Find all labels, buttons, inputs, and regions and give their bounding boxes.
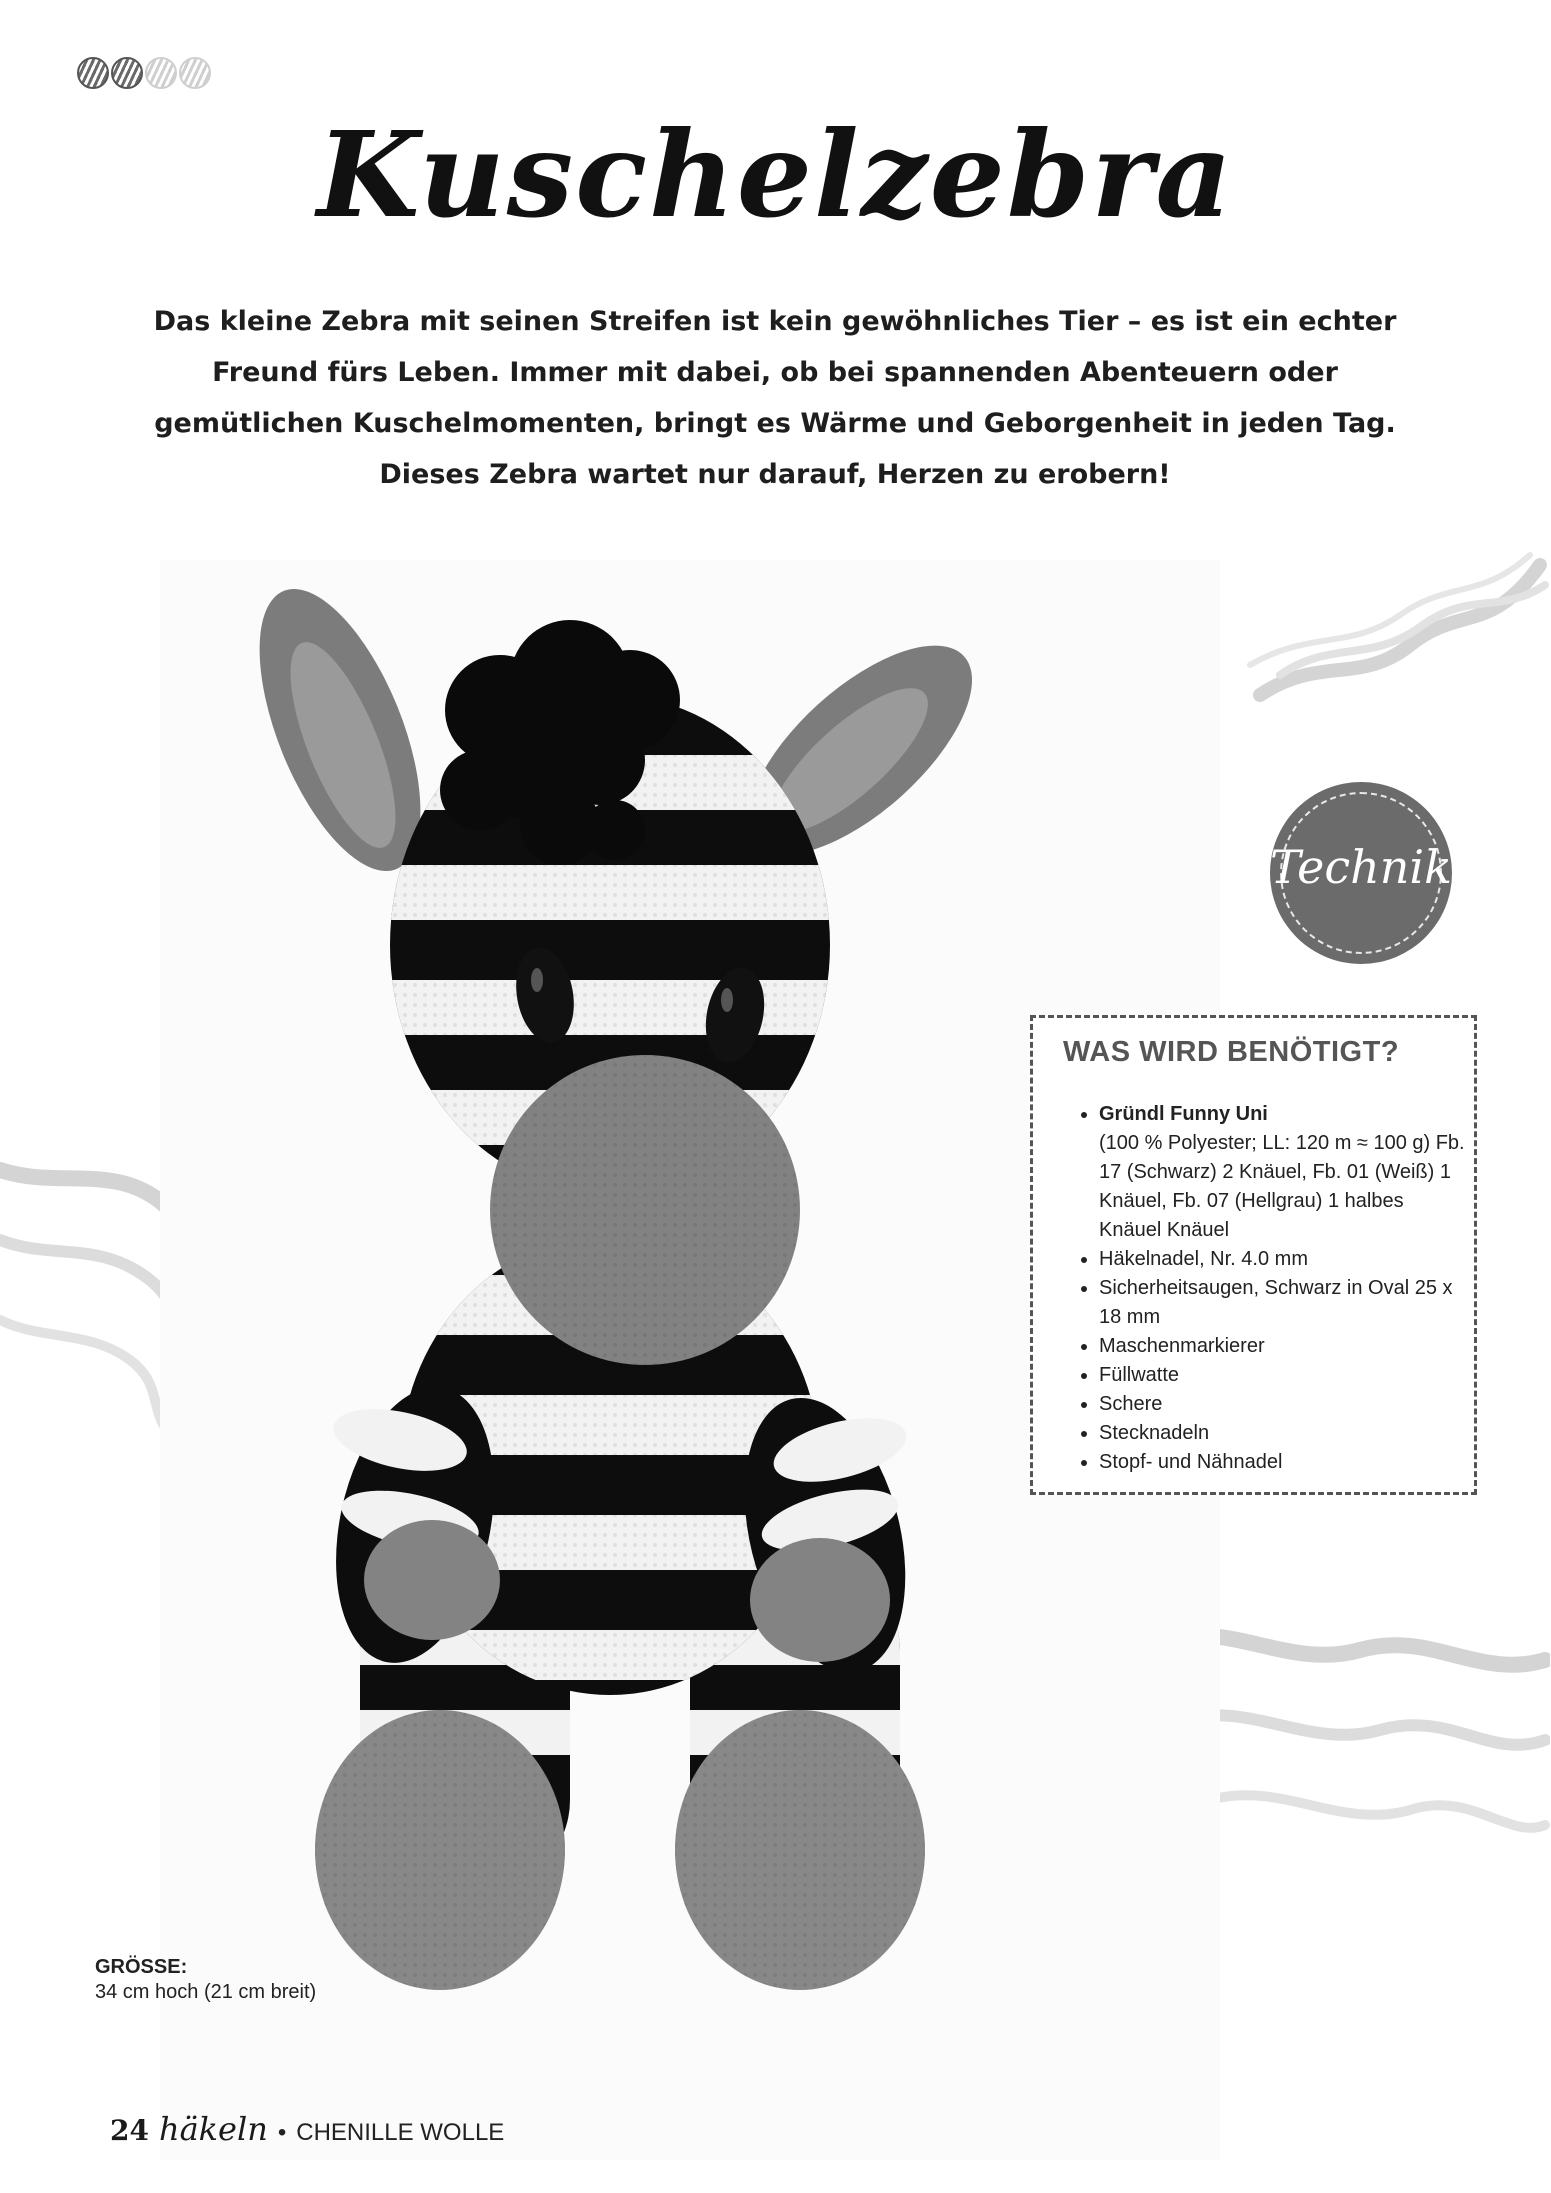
material-item-text: Schere xyxy=(1099,1393,1163,1415)
footer-separator: • xyxy=(277,2119,287,2146)
technik-badge xyxy=(1270,782,1452,964)
material-item xyxy=(1099,1419,1469,1448)
material-item xyxy=(1099,1100,1469,1245)
yarn-ball-icon xyxy=(179,57,211,89)
magazine-logo: häkeln xyxy=(158,2110,268,2148)
material-item-bold: Gründl Funny Uni xyxy=(1099,1103,1268,1125)
material-item xyxy=(1099,1361,1469,1390)
difficulty-indicator xyxy=(77,57,211,89)
intro-text: Das kleine Zebra mit seinen Streifen ist kein gewöhnliches Tier – es ist ein echter Freund fürs Leben. Immer mit dabei, ob bei spannenden Abenteuern oder gemütlichen Kuschelmomenten, bringt es Wärme und Geborgenheit in jeden Tag. Dieses Zebra wartet nur darauf, Herzen zu erobern! xyxy=(153,306,1397,490)
materials-box xyxy=(1030,1015,1477,1495)
yarn-ball-icon xyxy=(111,57,143,89)
page-footer xyxy=(110,2110,504,2148)
size-value: 34 cm hoch (21 cm breit) xyxy=(95,1981,317,2003)
section-name: CHENILLE WOLLE xyxy=(296,2119,505,2146)
material-item-text: Maschenmarkierer xyxy=(1099,1335,1265,1357)
material-item xyxy=(1099,1448,1469,1477)
material-item-text: Stopf- und Nähnadel xyxy=(1099,1451,1283,1473)
material-item-text: (100 % Polyester; LL: 120 m ≈ 100 g) Fb. 17 (Schwarz) 2 Knäuel, Fb. 01 (Weiß) 1 Knäuel, Fb. 07 (Hellgrau) 1 halbes Knäuel Knäuel xyxy=(1099,1132,1465,1241)
material-item-text: Füllwatte xyxy=(1099,1364,1180,1386)
page-number: 24 xyxy=(110,2114,149,2147)
yarn-ball-icon xyxy=(77,57,109,89)
page-title: Kuschelzebra xyxy=(317,105,1234,244)
yarn-ball-icon xyxy=(145,57,177,89)
material-item-text: Stecknadeln xyxy=(1099,1422,1210,1444)
material-item-text: Sicherheitsaugen, Schwarz in Oval 25 x 18 mm xyxy=(1099,1277,1453,1328)
material-item-text: Häkelnadel, Nr. 4.0 mm xyxy=(1099,1248,1308,1270)
material-item xyxy=(1099,1245,1469,1274)
badge-label: Technik xyxy=(1270,840,1452,894)
materials-heading: WAS WIRD BENÖTIGT? xyxy=(1063,1036,1400,1068)
size-info xyxy=(95,1955,316,2005)
materials-list xyxy=(1073,1100,1469,1477)
size-label: GRÖSSE: xyxy=(95,1956,188,1978)
material-item xyxy=(1099,1390,1469,1419)
material-item xyxy=(1099,1274,1469,1332)
brush-stroke-decoration xyxy=(1240,545,1551,705)
material-item xyxy=(1099,1332,1469,1361)
